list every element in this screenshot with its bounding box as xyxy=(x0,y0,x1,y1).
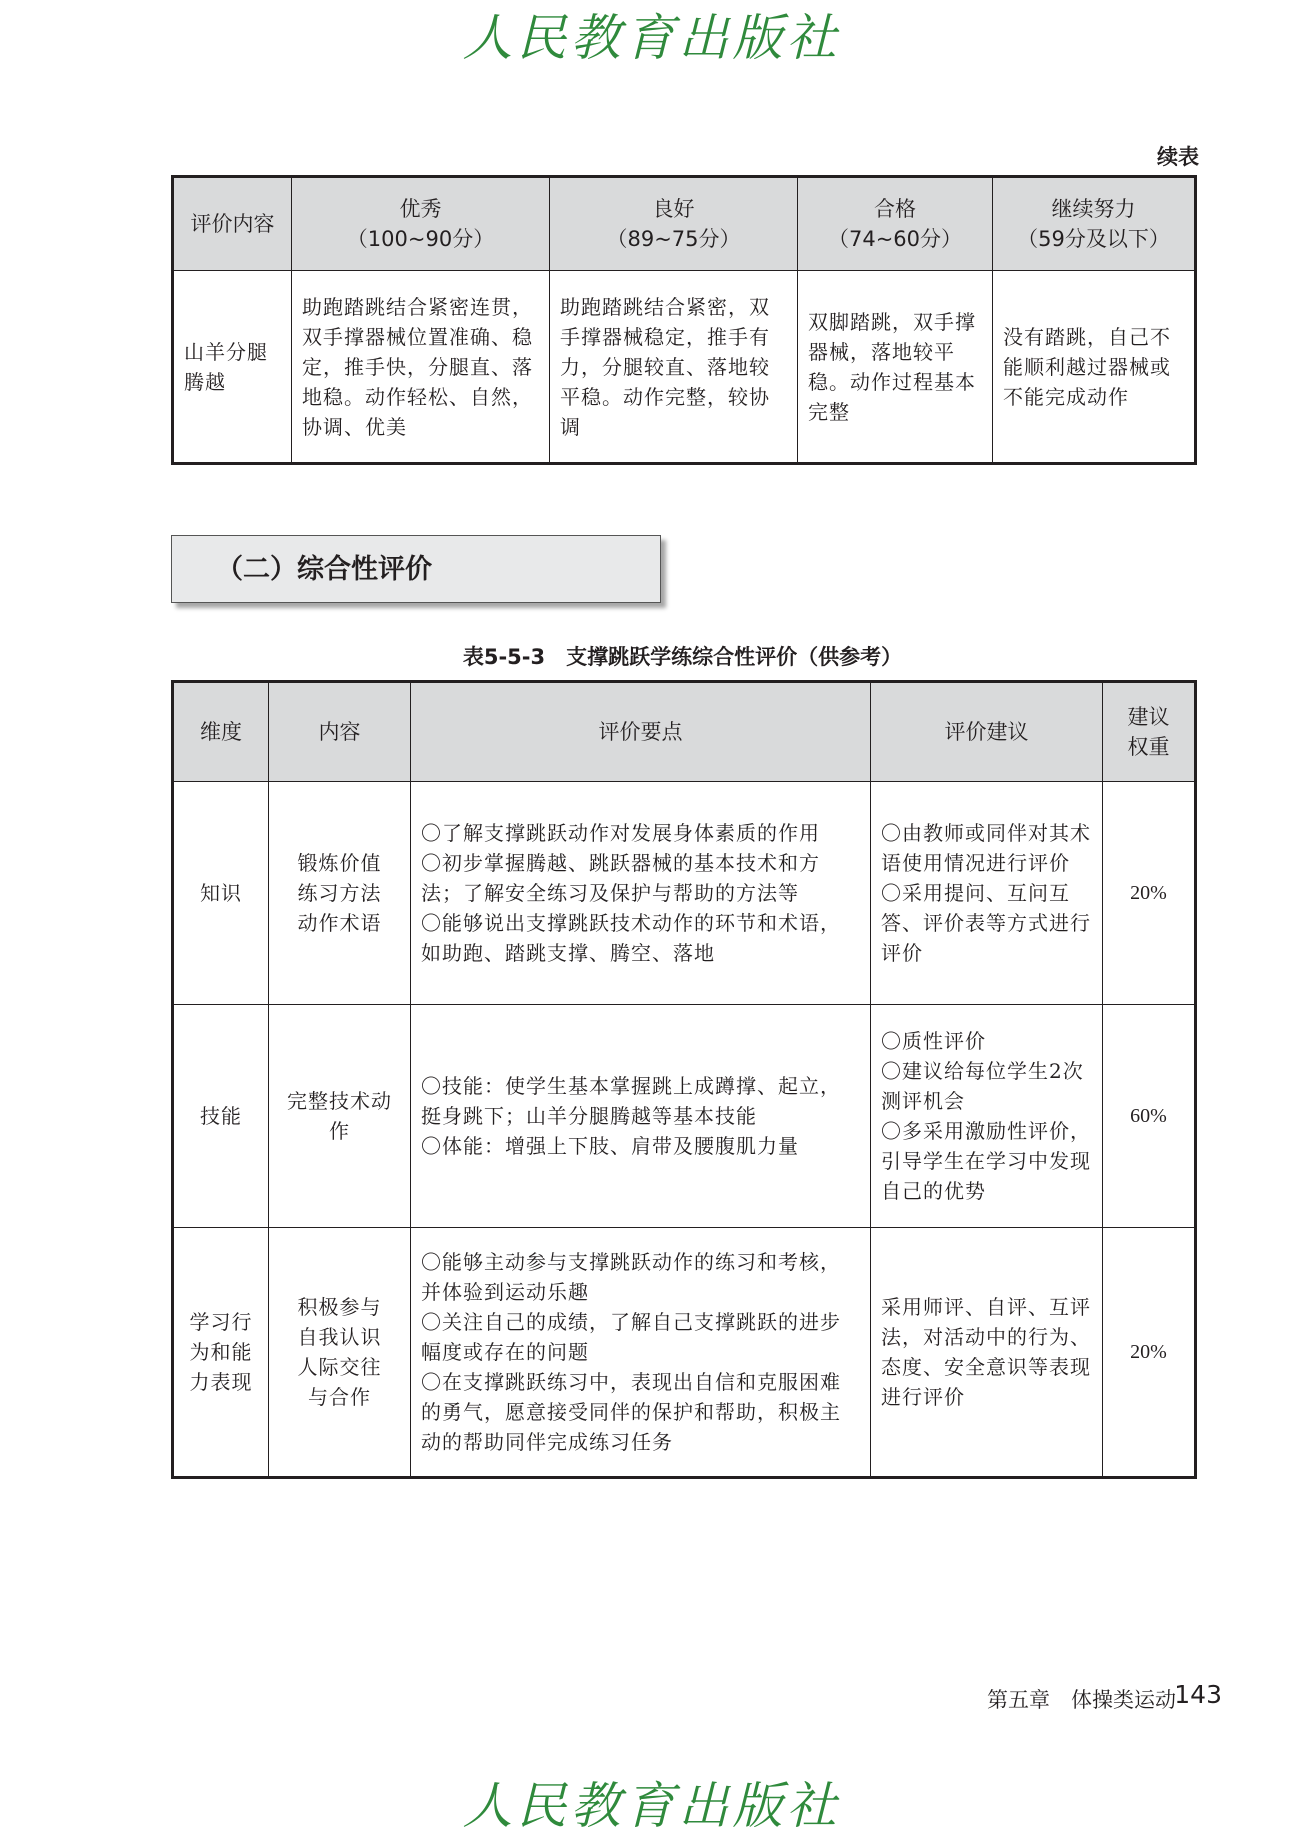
content-cell: 完整技术动作 xyxy=(269,1005,411,1228)
cell-excellent: 助跑踏跳结合紧密连贯，双手撑器械位置准确、稳定，推手快，分腿直、落地稳。动作轻松、自然，协调、优美 xyxy=(292,271,550,464)
header-points: 评价要点 xyxy=(411,682,871,782)
dimension-cell: 知识 xyxy=(173,782,269,1005)
table-caption: 表5-5-3 支撑跳跃学练综合性评价（供参考） xyxy=(462,645,903,669)
header-dimension: 维度 xyxy=(173,682,269,782)
points-cell: 〇技能：使学生基本掌握跳上成蹲撑、起立，挺身跳下；山羊分腿腾越等基本技能 〇体能：增强上下肢、肩带及腰腹肌力量 xyxy=(411,1005,871,1228)
table-row xyxy=(173,782,1196,1005)
publisher-logo-bottom: 人民教育出版社 xyxy=(462,1777,841,1835)
table-row xyxy=(173,1005,1196,1228)
cell-item: 山羊分腿腾越 xyxy=(173,271,292,464)
comprehensive-eval-table xyxy=(171,680,1197,1479)
dimension-cell: 学习行为和能力表现 xyxy=(173,1228,269,1478)
evaluation-table-continued xyxy=(171,175,1197,465)
weight-cell: 20% xyxy=(1103,1228,1196,1478)
header-pass: 合格 （74~60分） xyxy=(798,177,993,271)
cell-improve: 没有踏跳，自己不能顺利越过器械或不能完成动作 xyxy=(993,271,1196,464)
header-advice: 评价建议 xyxy=(871,682,1103,782)
cell-pass: 双脚踏跳，双手撑器械，落地较平稳。动作过程基本完整 xyxy=(798,271,993,464)
header-content: 内容 xyxy=(269,682,411,782)
header-weight: 建议 权重 xyxy=(1103,682,1196,782)
continued-label: 续表 xyxy=(1157,145,1199,169)
publisher-logo-top: 人民教育出版社 xyxy=(462,9,841,67)
points-cell: 〇能够主动参与支撑跳跃动作的练习和考核，并体验到运动乐趣 〇关注自己的成绩，了解自己支撑跳跃的进步幅度或存在的问题 〇在支撑跳跃练习中，表现出自信和克服困难的勇气，愿意接受同伴的保护和帮助，积极主动的帮助同伴完成练习任务 xyxy=(411,1228,871,1478)
header-improve: 继续努力 （59分及以下） xyxy=(993,177,1196,271)
advice-cell: 〇质性评价 〇建议给每位学生2次测评机会 〇多采用激励性评价，引导学生在学习中发现自己的优势 xyxy=(871,1005,1103,1228)
header-excellent: 优秀 （100~90分） xyxy=(292,177,550,271)
header-eval-content: 评价内容 xyxy=(173,177,292,271)
section-title: （二）综合性评价 xyxy=(171,535,661,603)
weight-cell: 20% xyxy=(1103,782,1196,1005)
content-cell: 积极参与 自我认识 人际交往 与合作 xyxy=(269,1228,411,1478)
dimension-cell: 技能 xyxy=(173,1005,269,1228)
header-good: 良好 （89~75分） xyxy=(550,177,798,271)
advice-cell: 〇由教师或同伴对其术语使用情况进行评价 〇采用提问、互问互答、评价表等方式进行评价 xyxy=(871,782,1103,1005)
weight-cell: 60% xyxy=(1103,1005,1196,1228)
cell-good: 助跑踏跳结合紧密，双手撑器械稳定，推手有力，分腿较直、落地较平稳。动作完整，较协调 xyxy=(550,271,798,464)
content-cell: 锻炼价值 练习方法 动作术语 xyxy=(269,782,411,1005)
page-number: 143 xyxy=(1174,1680,1222,1709)
table-row xyxy=(173,1228,1196,1478)
advice-cell: 采用师评、自评、互评法，对活动中的行为、态度、安全意识等表现进行评价 xyxy=(871,1228,1103,1478)
points-cell: 〇了解支撑跳跃动作对发展身体素质的作用 〇初步掌握腾越、跳跃器械的基本技术和方法；了解安全练习及保护与帮助的方法等 〇能够说出支撑跳跃技术动作的环节和术语，如助跑、踏跳支撑、腾空、落地 xyxy=(411,782,871,1005)
footer-chapter: 第五章 体操类运动 xyxy=(987,1688,1176,1712)
